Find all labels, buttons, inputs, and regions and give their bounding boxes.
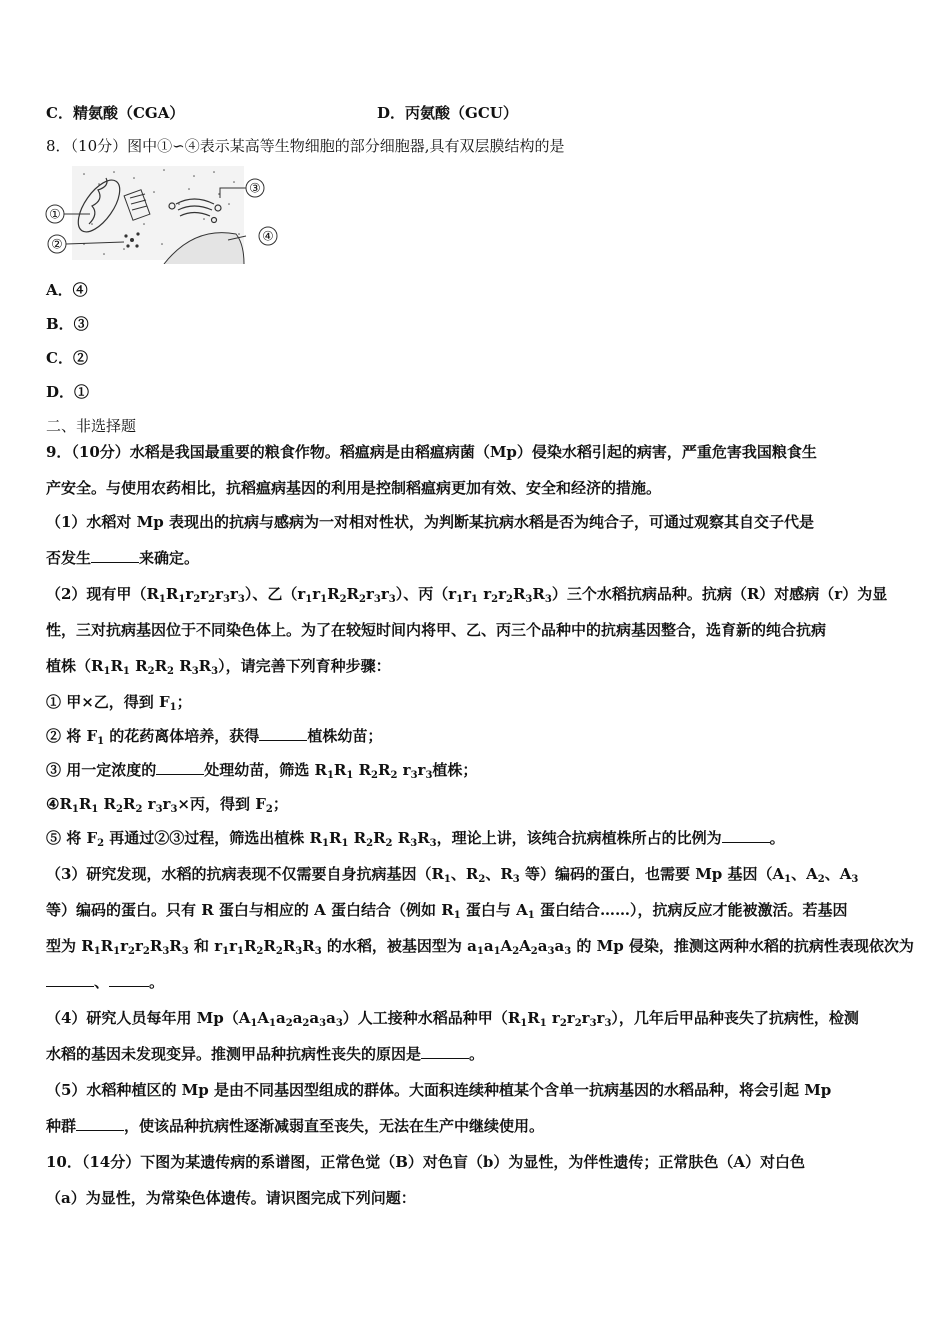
q9-p5-line1: （5）水稻种植区的 Mp 是由不同基因型组成的群体。大面积连续种植某个含单一抗病基因的水稻品种，将会引起 Mp: [46, 1081, 832, 1099]
label-1: ①: [49, 207, 61, 223]
text: 植株（: [46, 657, 92, 675]
text: ；: [176, 693, 192, 711]
text: 植株；: [432, 761, 478, 779]
text: 蛋白结合……），抗病反应才能被激活。若基因: [534, 901, 848, 919]
text: ）、乙（: [244, 585, 298, 603]
text: ）三个水稻抗病品种。抗病（R）对感病（r）为显: [551, 585, 888, 603]
answer-blank[interactable]: [109, 972, 149, 987]
text: 等）编码的蛋白，也需要 Mp 基因（A: [519, 865, 785, 883]
text: 、: [94, 973, 110, 991]
text: 、A: [824, 865, 852, 883]
text: 水稻的基因未发现变异。推测甲品种抗病性丧失的原因是: [46, 1045, 422, 1063]
q9-step2: ② 将 $F_1$ 的花药离体培养，获得 植株幼苗；: [46, 727, 383, 747]
q9-p2-line1: （2）现有甲$(R_1R_1r_2r_2r_3r_3)$、乙$(r_1r_1R_2R_2r_3r_3)$、丙（$r_1r_1$ $r_2r_2R_3R_3$）三个水稻抗病品种。抗病（R）对感病（r）为显: [46, 585, 888, 605]
text: 再通过②③过程，筛选出植株: [104, 829, 310, 847]
label-3: ③: [249, 181, 261, 197]
q9-p3-line3: 型为 $R_1R_1r_2r_2R_3R_3$ 和 $r_1r_1R_2R_2R_3R_3$ 的水稻，被基因型为 $a_1a_1A_2A_2a_3a_3$ 的 Mp 侵染，推测这两种水稻的抗病性表现依次为: [46, 937, 914, 957]
answer-blank[interactable]: [421, 1044, 469, 1059]
text: ），请完善下列育种步骤：: [218, 657, 391, 675]
text: ，理论上讲，该纯合抗病植株所占的比例为: [436, 829, 722, 847]
section-title: 二、非选择题: [46, 417, 137, 435]
text: ；: [272, 795, 288, 813]
text: 来确定。: [139, 549, 200, 567]
q9-p2-line3: 植株（$R_1R_1$ $R_2R_2$ $R_3R_3$），请完善下列育种步骤：: [46, 657, 391, 677]
q8-stem: 8．（10分）图中①∽④表示某高等生物细胞的部分细胞器,具有双层膜结构的是: [46, 137, 565, 155]
text: ④: [46, 795, 60, 813]
q9-p2-line2: 性，三对抗病基因位于不同染色体上。为了在较短时间内将甲、乙、丙三个品种中的抗病基因整合，选育新的纯合抗病: [46, 621, 827, 639]
text: 、R: [485, 865, 513, 883]
text: 、R: [450, 865, 479, 883]
text: ② 将 F: [46, 727, 98, 745]
q9-p3-line4: 、 。: [46, 972, 906, 992]
q8-option-b[interactable]: B．③: [46, 315, 89, 333]
answer-blank[interactable]: [91, 548, 139, 563]
q9-step3: ③ 用一定浓度的 处理幼苗，筛选 $R_1R_1$ $R_2R_2$ $r_3r_3$植株；: [46, 761, 478, 781]
text: ① 甲×乙，得到 F: [46, 693, 170, 711]
answer-blank[interactable]: [156, 760, 204, 775]
text: 。: [769, 829, 785, 847]
q9-intro-line2: 产安全。与使用农药相比，抗稻瘟病基因的利用是控制稻瘟病更加有效、安全和经济的措施。: [46, 479, 662, 497]
text: ），几年后甲品种丧失了抗病性，检测: [611, 1009, 859, 1027]
text: ）人工接种水稻品种甲（: [342, 1009, 508, 1027]
text: 蛋白与 A: [460, 901, 528, 919]
q8-option-c[interactable]: C．②: [46, 349, 88, 367]
q9-p3-line2: 等）编码的蛋白。只有 R 蛋白与相应的 A 蛋白结合（例如 $R_1$ 蛋白与 $A_1$ 蛋白结合……），抗病反应才能被激活。若基因: [46, 901, 848, 921]
q9-step4: $④R_1R_1$ $R_2R_2$ $r_3r_3\times$丙，得到 $F_2$；: [46, 795, 288, 815]
organelle-figure: [44, 164, 284, 264]
q7-option-d[interactable]: D．丙氨酸（GCU）: [377, 104, 518, 122]
text: （2）现有甲（: [46, 585, 147, 603]
q9-p5-line2: [46, 1116, 906, 1136]
q8-option-d[interactable]: D．①: [46, 383, 90, 401]
text: ③ 用一定浓度的: [46, 761, 157, 779]
q9-intro-line1: 9．（10分）水稻是我国最重要的粮食作物。稻瘟病是由稻瘟病菌（Mp）侵染水稻引起的病害，严重危害我国粮食生: [46, 443, 817, 461]
q9-p3-line1: （3）研究发现，水稻的抗病表现不仅需要自身抗病基因（$R_1$、$R_2$、$R_3$ 等）编码的蛋白，也需要 Mp 基因（$A_1$、$A_2$、$A_3$: [46, 865, 859, 885]
q9-step1: ① 甲×乙，得到 $F_1$；: [46, 693, 192, 713]
q9-p1-line1: （1）水稻对 Mp 表现出的抗病与感病为一对相对性状，为判断某抗病水稻是否为纯合子，可通过观察其自交子代是: [46, 513, 814, 531]
answer-blank[interactable]: [46, 972, 94, 987]
q9-p4-line1: （4）研究人员每年用 $Mp(A_1A_1a_2a_2a_3a_3)$人工接种水稻品种甲（$R_1R_1$ $r_2r_2r_3r_3$），几年后甲品种丧失了抗病性，检测: [46, 1009, 859, 1029]
text: （3）研究发现，水稻的抗病表现不仅需要自身抗病基因（R: [46, 865, 444, 883]
text: ×丙，得到 F: [177, 795, 266, 813]
text: 的水稻，被基因型为: [321, 937, 468, 955]
text: 的 Mp 侵染，推测这两种水稻的抗病性表现依次为: [571, 937, 914, 955]
q9-step5: ⑤ 将 $F_2$ 再通过②③过程，筛选出植株 $R_1R_1$ $R_2R_2$ $R_3R_3$，理论上讲，该纯合抗病植株所占的比例为 。: [46, 829, 785, 849]
q9-p4-line2: [46, 1044, 906, 1064]
q10-line2: （a）为显性，为常染色体遗传。请识图完成下列问题：: [46, 1189, 416, 1207]
text: 等）编码的蛋白。只有 R 蛋白与相应的 A 蛋白结合（例如 R: [46, 901, 454, 919]
answer-blank[interactable]: [76, 1116, 124, 1131]
text: 处理幼苗，筛选: [204, 761, 315, 779]
text: ）、丙（: [395, 585, 449, 603]
text: 否发生: [46, 549, 92, 567]
q10-line1: 10．（14分）下图为某遗传病的系谱图，正常色觉（B）对色盲（b）为显性，为伴性遗传；正常肤色（A）对白色: [46, 1153, 806, 1171]
label-4: ④: [262, 229, 274, 245]
label-2: ②: [51, 237, 63, 253]
answer-blank[interactable]: [722, 828, 770, 843]
text: 。: [469, 1045, 485, 1063]
text: ⑤ 将 F: [46, 829, 98, 847]
text: 植株幼苗；: [307, 727, 383, 745]
q8-option-a[interactable]: A．④: [46, 281, 88, 299]
text: （4）研究人员每年用 Mp（: [46, 1009, 239, 1027]
text: 、A: [791, 865, 818, 883]
text: ，使该品种抗病性逐渐减弱直至丧失，无法在生产中继续使用。: [124, 1117, 545, 1135]
q7-option-c[interactable]: C．精氨酸（CGA）: [46, 104, 185, 122]
text: 的花药离体培养，获得: [104, 727, 260, 745]
text: 型为: [46, 937, 82, 955]
text: 种群: [46, 1117, 77, 1135]
text: 和: [188, 937, 215, 955]
q9-p1-line2: [46, 548, 906, 568]
answer-blank[interactable]: [259, 726, 307, 741]
